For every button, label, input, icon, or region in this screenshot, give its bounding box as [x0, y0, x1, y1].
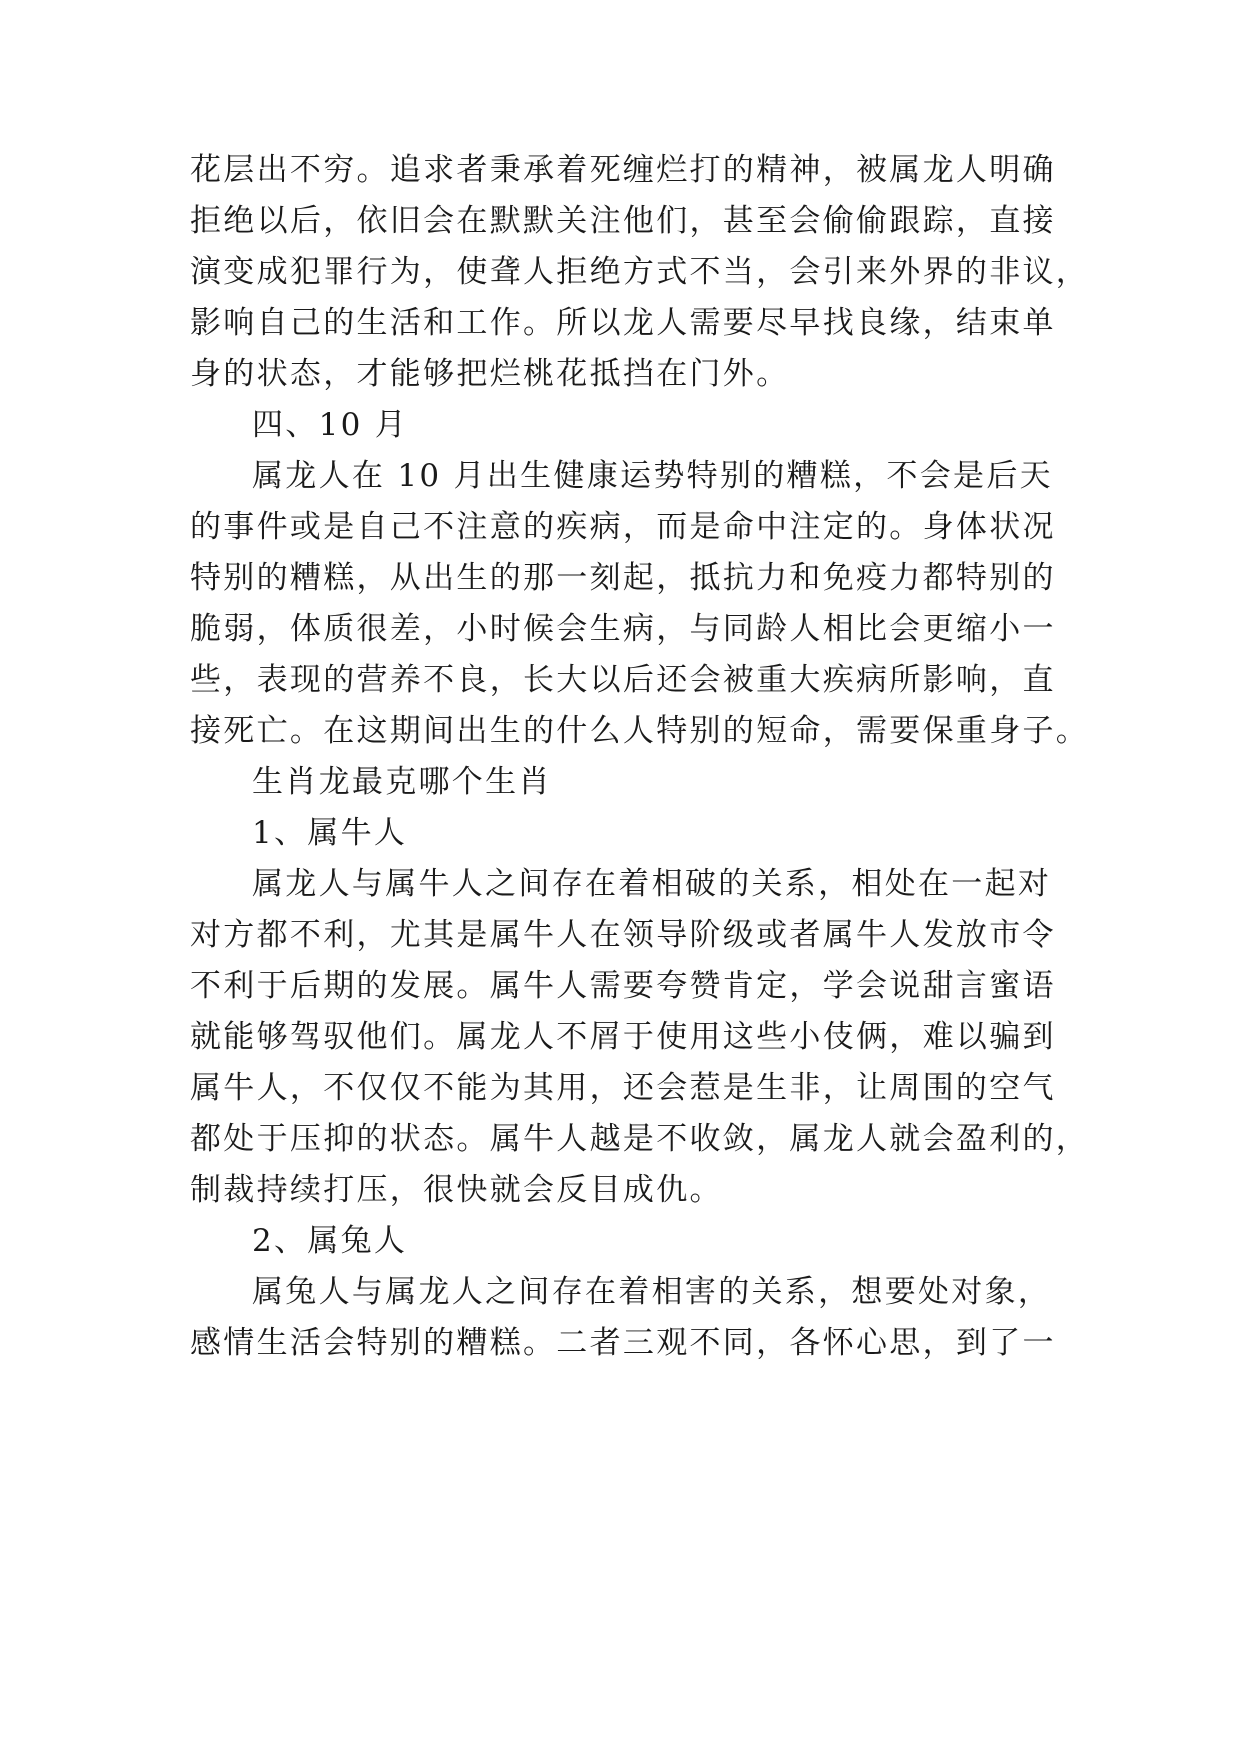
- section-heading: 2、属兔人: [252, 1223, 408, 1259]
- body-text-line: 属兔人与属龙人之间存在着相害的关系，想要处对象，: [252, 1274, 1052, 1310]
- body-text-line: 都处于压抑的状态。属牛人越是不收敛，属龙人就会盈利的，: [190, 1121, 1090, 1157]
- body-text-line: 属牛人，不仅仅不能为其用，还会惹是生非，让周围的空气: [190, 1070, 1056, 1106]
- body-text-line: 演变成犯罪行为，使聋人拒绝方式不当，会引来外界的非议，: [190, 254, 1090, 290]
- body-text-line: 属龙人在 10 月出生健康运势特别的糟糕，不会是后天: [252, 458, 1053, 494]
- body-text-line: 的事件或是自己不注意的疾病，而是命中注定的。身体状况: [190, 509, 1056, 545]
- body-text-line: 拒绝以后，依旧会在默默关注他们，甚至会偷偷跟踪，直接: [190, 203, 1056, 239]
- section-heading: 生肖龙最克哪个生肖: [252, 764, 552, 800]
- body-text-line: 对方都不利，尤其是属牛人在领导阶级或者属牛人发放市令: [190, 917, 1056, 953]
- body-text-line: 不利于后期的发展。属牛人需要夸赞肯定，学会说甜言蜜语: [190, 968, 1056, 1004]
- body-text-line: 影响自己的生活和工作。所以龙人需要尽早找良缘，结束单: [190, 305, 1056, 341]
- body-text-line: 脆弱，体质很差，小时候会生病，与同龄人相比会更缩小一: [190, 611, 1056, 647]
- body-text-line: 制裁持续打压，很快就会反目成仇。: [190, 1172, 723, 1208]
- body-text-line: 属龙人与属牛人之间存在着相破的关系，相处在一起对: [252, 866, 1052, 902]
- body-text-line: 特别的糟糕，从出生的那一刻起，抵抗力和免疫力都特别的: [190, 560, 1056, 596]
- section-heading: 1、属牛人: [252, 815, 408, 851]
- section-heading: 四、10 月: [252, 407, 409, 443]
- body-text-line: 些，表现的营养不良，长大以后还会被重大疾病所影响，直: [190, 662, 1056, 698]
- body-text-line: 感情生活会特别的糟糕。二者三观不同，各怀心思，到了一: [190, 1325, 1056, 1361]
- body-text-line: 就能够驾驭他们。属龙人不屑于使用这些小伎俩，难以骗到: [190, 1019, 1056, 1055]
- body-text-line: 花层出不穷。追求者秉承着死缠烂打的精神，被属龙人明确: [190, 152, 1056, 188]
- body-text-line: 接死亡。在这期间出生的什么人特别的短命，需要保重身子。: [190, 713, 1090, 749]
- body-text-line: 身的状态，才能够把烂桃花抵挡在门外。: [190, 356, 790, 392]
